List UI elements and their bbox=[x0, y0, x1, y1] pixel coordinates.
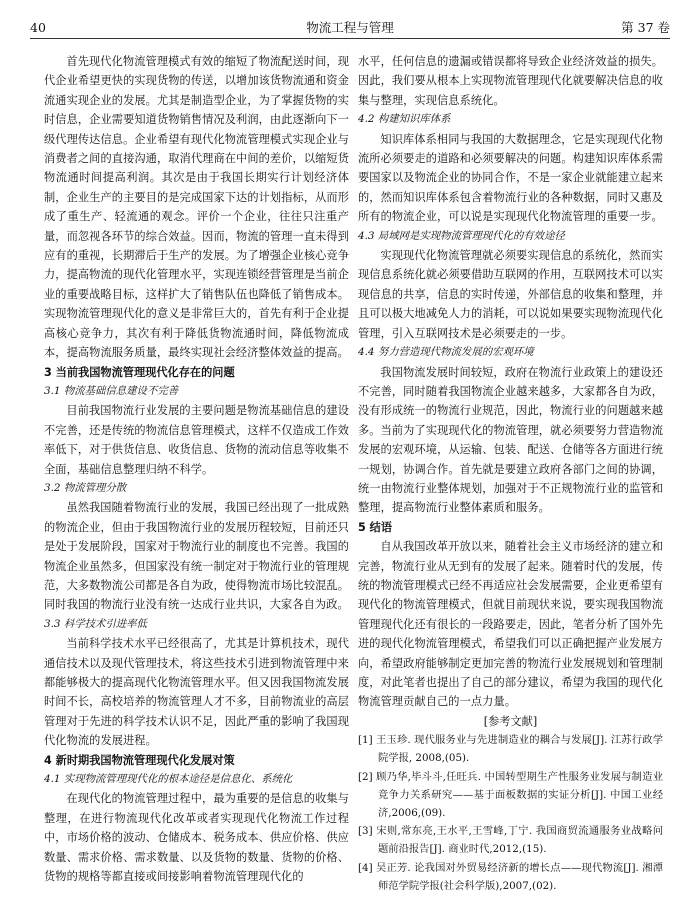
reference-item: [3] 宋则,常东亮,王水平,王雪峰,丁宁. 我国商贸流通服务业战略问题前沿报告[J]. 商业时代,2012,(15). bbox=[358, 825, 663, 856]
body-paragraph: 在现代化的物流管理过程中，最为重要的是信息的收集与整理，在进行物流现代化改革或者实现现代化物流工作过程中，市场价格的波动、仓储成本、税务成本、供应价格、供应数量、需求价格、需求数量、以及货物的数量、货物的价格、货物的规格等都直接或间接影响着物流管理现代化的 bbox=[44, 792, 349, 884]
body-paragraph: 虽然我国随着物流行业的发展，我国已经出现了一批成熟的物流企业，但由于我国物流行业的发展历程较短，目前还只是处于发展阶段，国家对于物流行业的制度也不完善。我国的物流企业虽然多，但国家没有统一制定对于物流行业的管理规范，大多数物流公司都是各自为政，使得物流市场比较混乱。同时我国的物流行业没有统一达成行业共识，大家各自为政。 bbox=[44, 501, 349, 612]
body-paragraph: 自从我国改革开放以来，随着社会主义市场经济的建立和完善，物流行业从无到有的发展了起来。随着时代的发展，传统的物流管理模式已经不再适应社会发展需要，企业更希望有现代化的物流管理模式，但就目前现状来说，要实现我国物流管理现代化还有很长的一段路要走，因此，笔者分析了国外先进的现代化物流管理模式，希望我们可以正确把握产业发展方向，希望政府能够制定更加完善的物流行业发展规划和管理制度，对此笔者也提出了自己的部分建议，希望为我国的现代化物流管理贡献自己的一点力量。 bbox=[358, 540, 663, 709]
subsection-heading: 3.2 物流管理分散 bbox=[44, 481, 127, 494]
page-header bbox=[30, 18, 670, 39]
subsection-heading: 4.4 努力营造现代物流发展的宏观环境 bbox=[358, 346, 534, 359]
right-column bbox=[358, 52, 663, 892]
reference-item: [2] 顾乃华,毕斗斗,任旺兵. 中国转型期生产性服务业发展与制造业竞争力关系研究——基于面板数据的实证分析[J]. 中国工业经济,2006,(09). bbox=[358, 770, 663, 820]
journal-title: 物流工程与管理 bbox=[306, 20, 394, 35]
subsection-heading: 4.1 实现物流管理现代化的根本途径是信息化、系统化 bbox=[44, 773, 293, 786]
reference-item: [4] 吴正芳. 论我国对外贸易经济新的增长点——现代物流[J]. 湘潭师范学院学报(社会科学版),2007,(02). bbox=[358, 861, 663, 892]
subsection-heading: 3.3 科学技术引进率低 bbox=[44, 617, 147, 630]
subsection-heading: 4.3 局域网是实现物流管理现代化的有效途径 bbox=[358, 229, 565, 242]
subsection-heading: 4.2 构建知识库体系 bbox=[358, 113, 451, 126]
subsection-heading: 3.1 物流基础信息建设不完善 bbox=[44, 384, 179, 397]
references-heading: [参考文献] bbox=[483, 714, 538, 728]
section-heading: 5 结语 bbox=[358, 520, 393, 534]
left-column bbox=[44, 52, 349, 892]
section-heading: 3 当前我国物流管理现代化存在的问题 bbox=[44, 365, 235, 379]
body-paragraph: 我国物流发展时间较短，政府在物流行业政策上的建设还不完善，同时随着我国物流企业越来越多，大家都各自为政，没有形成统一的物流行业规范，因此，物流行业的问题越来越多。当前为了实现现代化的物流管理，就必须要努力营造物流发展的宏观环境，从运输、包装、配送、仓储等各方面进行统一规划，协调合作。首先就是要建立政府各部门之间的协调，统一由物流行业整体规划，加强对于不正规物流行业的监管和整理，提高物流行业整体素质和服务。 bbox=[358, 365, 663, 515]
body-paragraph: 实现现代化物流管理就必须要实现信息的系统化，然而实现信息系统化就必须要借助互联网的作用，互联网技术可以实现信息的共享，信息的实时传递，外部信息的收集和整理，并且可以极大地减免人力的消耗，可以说如果要实现物流现代化管理，引入互联网技术是必须要走的一步。 bbox=[358, 249, 663, 340]
body-paragraph: 目前我国物流行业发展的主要问题是物流基础信息的建设不完善，还是传统的物流信息管理模式，这样不仅造成工作效率低下，对于供货信息、收货信息、货物的流动信息等收集不全面，基础信息整理归纳不科学。 bbox=[44, 404, 349, 476]
body-paragraph: 知识库体系相同与我国的大数据理念，它是实现现代化物流所必须要走的道路和必须要解决的问题。构建知识库体系需要国家以及物流企业的协同合作，不是一家企业就能建立起来的，然而知识库体系包含着物流行业的各种数据，同时又惠及所有的物流企业，可以说是实现现代化物流管理的重要一步。 bbox=[358, 132, 663, 224]
body-paragraph: 首先现代化物流管理模式有效的缩短了物流配送时间，现代企业希望更快的实现货物的传送，以增加该货物流通和资金流通实现企业的发展。尤其是制造型企业，为了掌握货物的实时信息，企业需要知道货物销售情况及利润，由此逐渐向下一级代理传达信息。企业希望有现代化物流管理模式实现企业与消费者之间的直接沟通，取消代理商在中间的差价，以缩短货物流通时间提高利润。其次是由于我国长期实行计划经济体制，企业生产的主要目的是完成国家下达的计划指标，从而形成了重生产、轻流通的观念。评价一个企业，往往只注重产量，而忽视各环节的综合效益。因而，物流的管理一直未得到应有的重视，长期滞后于生产的发展。为了增强企业核心竞争力，提高物流的现代化管理水平，实现连锁经营管理是当前企业的重要战略目标，这样扩大了销售队伍也降低了销售成本。实现物流管理现代化的意义是非常巨大的，首先有利于企业提高核心竞争力，其次有利于降低货物流通时间，降低物流成本，提高物流服务质量，最终实现社会经济整体效益的提高。 bbox=[44, 55, 349, 360]
reference-item: [1] 王玉珍. 现代服务业与先进制造业的耦合与发展[J]. 江苏行政学院学报, 2008,(05). bbox=[358, 734, 663, 765]
volume-label: 第 37 卷 bbox=[621, 20, 670, 35]
section-heading: 4 新时期我国物流管理现代化发展对策 bbox=[44, 753, 235, 767]
body-paragraph: 当前科学技术水平已经很高了，尤其是计算机技术，现代通信技术以及现代管理技术，将这些技术引进到物流管理中来都能够极大的提高现代化物流管理水平。但又因我国物流发展时间不长，高校培养的物流管理人才不多，目前物流业的高层管理对于先进的科学技术认识不足，因此严重的影响了我国现代化物流的发展进程。 bbox=[44, 637, 349, 748]
body-paragraph: 水平，任何信息的遗漏或错误都将导致企业经济效益的损失。因此，我们要从根本上实现物流管理现代化就要解决信息的收集与整理，实现信息系统化。 bbox=[358, 55, 663, 107]
page-number: 40 bbox=[30, 20, 46, 35]
